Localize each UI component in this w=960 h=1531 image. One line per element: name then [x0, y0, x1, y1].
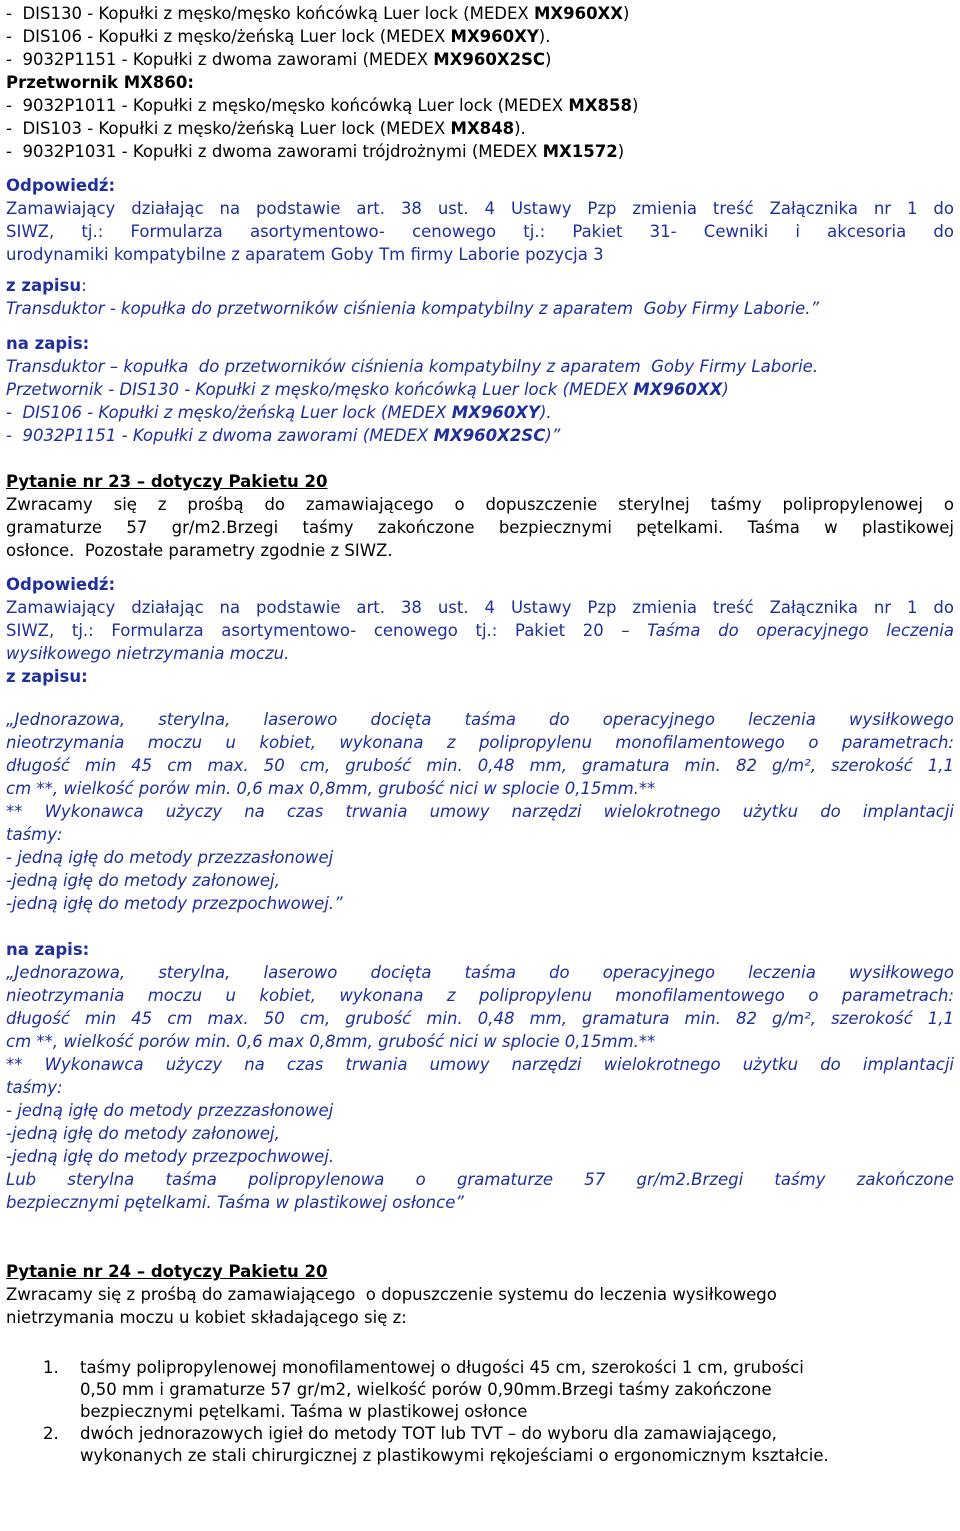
- to-line: nieotrzymania moczu u kobiet, wykonana z polipropylenu monofilamentowego o parametrach:: [6, 986, 954, 1005]
- to-line: - jedną igłę do metody przezzasłonowej: [6, 1101, 334, 1120]
- top-list: [6, 2, 954, 163]
- answer-1-line-2: SIWZ, tj.: Formularza asortymentowo- cenowego tj.: Pakiet 31- Cewniki i akcesoria do: [6, 222, 954, 241]
- list-item: [43, 1423, 954, 1467]
- answer-2-line-3: wysiłkowego nietrzymania moczu.: [6, 644, 290, 663]
- answer-2-to-text: [6, 961, 954, 1214]
- answer-1-to-2: Przetwornik - DIS130 - Kopułki z męsko/męsko końcówką Luer lock (MEDEX MX960XX): [6, 380, 729, 399]
- list-item-text: wykonanych ze stali chirurgicznej z plastikowymi rękojeściami o ergonomicznym kształcie.: [80, 1446, 829, 1465]
- answer-1-from-text: Transduktor - kopułka do przetworników ciśnienia kompatybilny z aparatem Goby Firmy Laborie.”: [6, 299, 820, 318]
- answer-1: [6, 174, 954, 447]
- question-23-line-3: osłonce. Pozostałe parametry zgodnie z SIWZ.: [6, 541, 393, 560]
- list-item: [43, 1357, 954, 1423]
- answer-1-to-3: - DIS106 - Kopułki z męsko/żeńską Luer lock (MEDEX MX960XY).: [6, 403, 552, 422]
- question-23-line-2: gramaturze 57 gr/m2.Brzegi taśmy zakończone bezpiecznymi pętelkami. Taśma w plastikowej: [6, 518, 954, 537]
- answer-1-to-4: - 9032P1151 - Kopułki z dwoma zaworami (MEDEX MX960X2SC)”: [6, 426, 561, 445]
- answer-2: [6, 573, 954, 1214]
- top-line-6: - DIS103 - Kopułki z męsko/żeńską Luer lock (MEDEX MX848).: [6, 119, 526, 138]
- top-line-1: - DIS130 - Kopułki z męsko/męsko końcówką Luer lock (MEDEX MX960XX): [6, 4, 630, 23]
- to-line: bezpiecznymi pętelkami. Taśma w plastikowej osłonce”: [6, 1193, 464, 1212]
- to-line: długość min 45 cm max. 50 cm, grubość min. 0,48 mm, gramatura min. 82 g/m², szerokość 1,1: [6, 1009, 954, 1028]
- list-item-text: dwóch jednorazowych igieł do metody TOT lub TVT – do wyboru dla zamawiającego,: [80, 1424, 777, 1443]
- question-24: [6, 1260, 954, 1467]
- answer-1-to-1: Transduktor – kopułka do przetworników ciśnienia kompatybilny z aparatem Goby Firmy Laborie.: [6, 357, 819, 376]
- top-line-7: - 9032P1031 - Kopułki z dwoma zaworami trójdrożnymi (MEDEX MX1572): [6, 142, 625, 161]
- question-24-title: Pytanie nr 24 – dotyczy Pakietu 20: [6, 1262, 328, 1281]
- answer-1-line-1: Zamawiający działając na podstawie art. 38 ust. 4 Ustawy Pzp zmienia treść Załącznika nr 1 do: [6, 199, 954, 218]
- top-line-5: - 9032P1011 - Kopułki z męsko/męsko końcówką Luer lock (MEDEX MX858): [6, 96, 639, 115]
- to-line: -jedną igłę do metody załonowej,: [6, 1124, 280, 1143]
- from-line: ** Wykonawca użyczy na czas trwania umowy narzędzi wielokrotnego użytku do implantacji: [6, 802, 954, 821]
- to-line: Lub sterylna taśma polipropylenowa o gramaturze 57 gr/m2.Brzegi taśmy zakończone: [6, 1170, 954, 1189]
- from-line: taśmy:: [6, 825, 63, 844]
- answer-1-heading: Odpowiedź:: [6, 176, 116, 195]
- answer-2-from-text: [6, 708, 954, 915]
- answer-2-from-label: z zapisu:: [6, 667, 88, 686]
- question-23-line-1: Zwracamy się z prośbą do zamawiającego o dopuszczenie sterylnej taśmy polipropylenowej o: [6, 495, 954, 514]
- from-line: „Jednorazowa, sterylna, laserowo docięta taśma do operacyjnego leczenia wysiłkowego: [6, 710, 954, 729]
- from-line: długość min 45 cm max. 50 cm, grubość min. 0,48 mm, gramatura min. 82 g/m², szerokość 1,1: [6, 756, 954, 775]
- answer-2-line-2: SIWZ, tj.: Formularza asortymentowo- cenowego tj.: Pakiet 20 – Taśma do operacyjnego leczenia: [6, 621, 954, 640]
- to-line: cm **, wielkość porów min. 0,6 max 0,8mm, grubość nici w splocie 0,15mm.**: [6, 1032, 656, 1051]
- to-line: ** Wykonawca użyczy na czas trwania umowy narzędzi wielokrotnego użytku do implantacji: [6, 1055, 954, 1074]
- list-number: 2.: [43, 1424, 59, 1443]
- answer-2-to-label: na zapis:: [6, 940, 90, 959]
- list-item-text: bezpiecznymi pętelkami. Taśma w plastikowej osłonce: [80, 1402, 528, 1421]
- question-23: [6, 470, 954, 562]
- to-line: -jedną igłę do metody przezpochwowej.: [6, 1147, 335, 1166]
- top-line-2: - DIS106 - Kopułki z męsko/żeńską Luer lock (MEDEX MX960XY).: [6, 27, 551, 46]
- to-line: taśmy:: [6, 1078, 63, 1097]
- list-item-text: taśmy polipropylenowej monofilamentowej o długości 45 cm, szerokości 1 cm, grubości: [80, 1358, 804, 1377]
- to-line: „Jednorazowa, sterylna, laserowo docięta taśma do operacyjnego leczenia wysiłkowego: [6, 963, 954, 982]
- answer-1-from-label: z zapisu:: [6, 276, 87, 295]
- answer-2-line-1: Zamawiający działając na podstawie art. 38 ust. 4 Ustawy Pzp zmienia treść Załącznika nr 1 do: [6, 598, 954, 617]
- from-line: -jedną igłę do metody załonowej,: [6, 871, 280, 890]
- from-line: cm **, wielkość porów min. 0,6 max 0,8mm, grubość nici w splocie 0,15mm.**: [6, 779, 656, 798]
- list-item-text: 0,50 mm i gramaturze 57 gr/m2, wielkość porów 0,90mm.Brzegi taśmy zakończone: [80, 1380, 772, 1399]
- top-line-3: - 9032P1151 - Kopułki z dwoma zaworami (MEDEX MX960X2SC): [6, 50, 552, 69]
- answer-2-heading: Odpowiedź:: [6, 575, 116, 594]
- list-number: 1.: [43, 1358, 59, 1377]
- from-line: nieotrzymania moczu u kobiet, wykonana z polipropylenu monofilamentowego o parametrach:: [6, 733, 954, 752]
- question-23-title: Pytanie nr 23 – dotyczy Pakietu 20: [6, 472, 328, 491]
- answer-1-line-3: urodynamiki kompatybilne z aparatem Goby Tm firmy Laborie pozycja 3: [6, 245, 604, 264]
- transducer-heading: Przetwornik MX860:: [6, 73, 194, 92]
- question-24-line-1: Zwracamy się z prośbą do zamawiającego o dopuszczenie systemu do leczenia wysiłkowego: [6, 1285, 777, 1304]
- answer-1-to-label: na zapis:: [6, 334, 90, 353]
- question-24-line-2: nietrzymania moczu u kobiet składającego się z:: [6, 1308, 407, 1327]
- question-24-list: [6, 1357, 954, 1467]
- from-line: -jedną igłę do metody przezpochwowej.”: [6, 894, 343, 913]
- from-line: - jedną igłę do metody przezzasłonowej: [6, 848, 334, 867]
